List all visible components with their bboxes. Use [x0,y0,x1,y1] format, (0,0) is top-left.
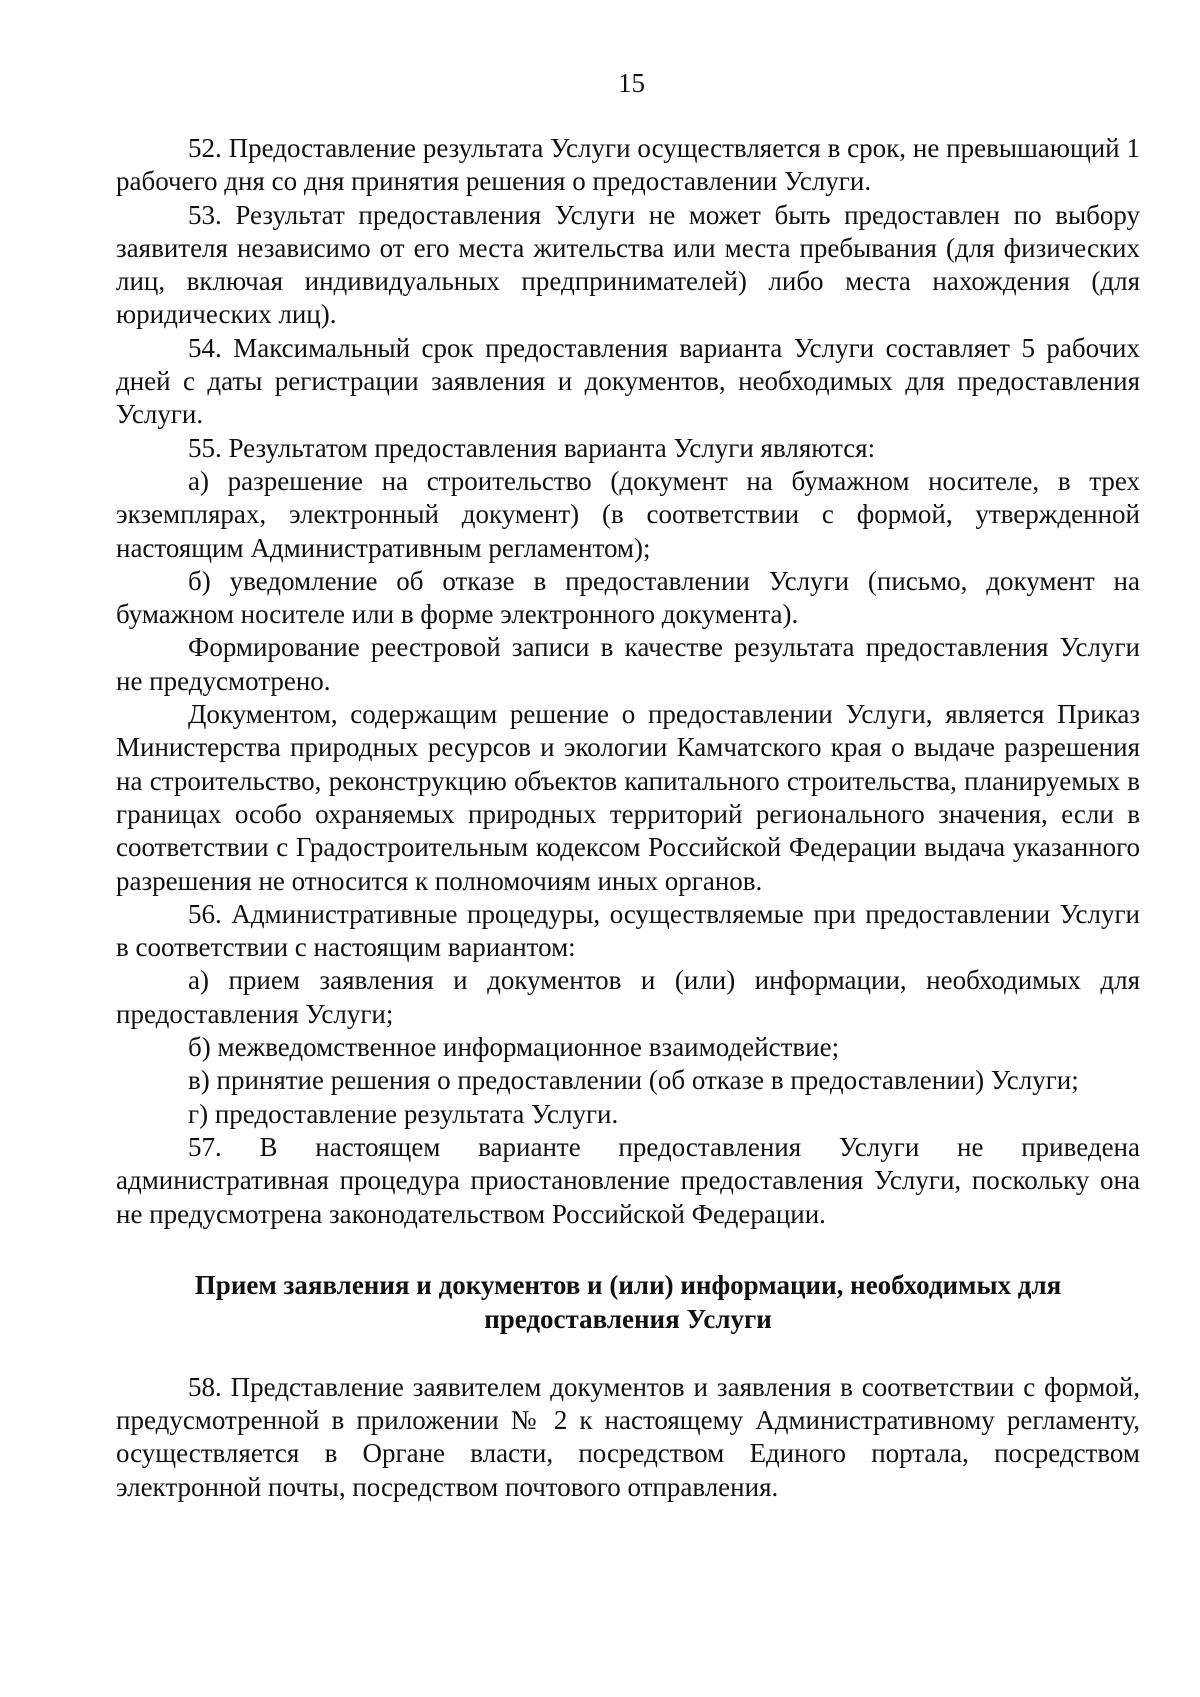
section-heading [116,1268,1140,1336]
paragraph-56: 56. Административные процедуры, осуществляемые при предоставлении Услуги в соответствии с настоящим вариантом: [116,898,1140,963]
paragraph-55-a: а) разрешение на строительство (документ на бумажном носителе, в трех экземплярах, электронный документ) (в соответствии с формой, утвержденной настоящим Административным регламентом); [116,465,1140,563]
section-heading-line-1: Прием заявления и документов и (или) информации, необходимых для [194,1269,1062,1300]
paragraph-53: 53. Результат предоставления Услуги не может быть предоставлен по выбору заявителя независимо от его места жительства или места пребывания (для физических лиц, включая индивидуальных предпринимателей) либо места нахождения (для юридических лиц). [116,199,1140,330]
paragraph-56-v: в) принятие решения о предоставлении (об отказе в предоставлении) Услуги; [188,1065,1079,1096]
document-body [116,132,1140,1504]
paragraph-58: 58. Представление заявителем документов и заявления в соответствии с формой, предусмотренной в приложении № 2 к настоящему Административному регламенту, осуществляется в Органе власти, посредством Единого портала, посредством электронной почты, посредством почтового отправления. [116,1371,1140,1502]
paragraph-56-g: г) предоставление результата Услуги. [188,1098,619,1129]
paragraph-55: 55. Результатом предоставления варианта Услуги являются: [188,432,876,463]
section-heading-line-2: предоставления Услуги [484,1303,772,1334]
paragraph-decision-document: Документом, содержащим решение о предоставлении Услуги, является Приказ Министерства природных ресурсов и экологии Камчатского края о выдаче разрешения на строительство, реконструкцию объектов капитального строительства, планируемых в границах особо охраняемых природных территорий регионального значения, если в соответствии с Градостроительным кодексом Российской Федерации выдача указанного разрешения не относится к полномочиям иных органов. [116,699,1140,896]
paragraph-54: 54. Максимальный срок предоставления варианта Услуги составляет 5 рабочих дней с даты регистрации заявления и документов, необходимых для предоставления Услуги. [116,332,1140,430]
paragraph-55-b: б) уведомление об отказе в предоставлении Услуги (письмо, документ на бумажном носителе или в форме электронного документа). [116,565,1140,630]
paragraph-56-a: а) прием заявления и документов и (или) информации, необходимых для предоставления Услуги; [116,965,1140,1029]
paragraph-52: 52. Предоставление результата Услуги осуществляется в срок, не превышающий 1 рабочего дня со дня принятия решения о предоставлении Услуги. [116,133,1140,197]
paragraph-registry-record: Формирование реестровой записи в качестве результата предоставления Услуги не предусмотрено. [116,632,1140,696]
paragraph-56-b: б) межведомственное информационное взаимодействие; [188,1032,840,1063]
paragraph-57: 57. В настоящем варианте предоставления Услуги не приведена административная процедура приостановление предоставления Услуги, поскольку она не предусмотрена законодательством Российской Федерации. [116,1131,1140,1229]
page-number: 15 [618,68,645,98]
